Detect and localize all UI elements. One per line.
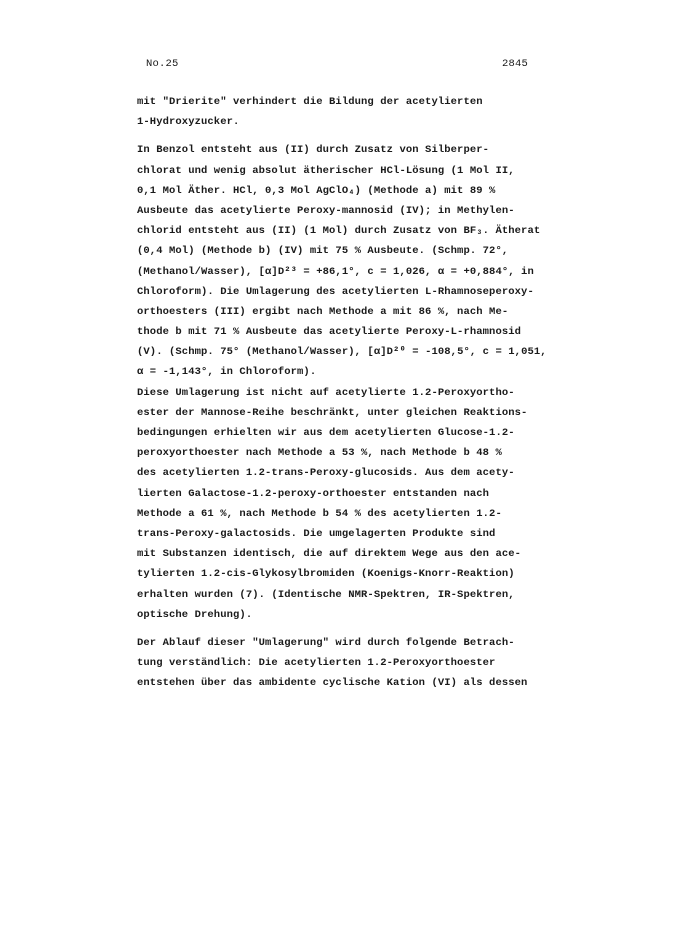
text-line: Der Ablauf dieser "Umlagerung" wird durch folgende Betrach- xyxy=(137,636,515,649)
text-line: Ausbeute das acetylierte Peroxy-mannosid (IV); in Methylen- xyxy=(137,204,515,217)
paragraph xyxy=(137,140,547,625)
page-number: 2845 xyxy=(502,58,529,70)
text-line: optische Drehung). xyxy=(137,608,253,621)
text-line: Methode a 61 %, nach Methode b 54 % des acetylierten 1.2- xyxy=(137,507,502,520)
text-line: entstehen über das ambidente cyclische Kation (VI) als dessen xyxy=(137,677,528,690)
text-line: mit Substanzen identisch, die auf direktem Wege aus den ace- xyxy=(137,548,522,561)
text-line: In Benzol entsteht aus (II) durch Zusatz von Silberper- xyxy=(137,144,490,157)
text-line: erhalten wurden (7). (Identische NMR-Spektren, IR-Spektren, xyxy=(137,588,515,601)
text-line: ester der Mannose-Reihe beschränkt, unter gleichen Reaktions- xyxy=(137,406,528,419)
text-line: (V). (Schmp. 75° (Methanol/Wasser), [α]D²⁰ = -108,5°, c = 1,051, xyxy=(137,346,547,359)
text-line: tung verständlich: Die acetylierten 1.2-Peroxyorthoester xyxy=(137,657,496,670)
text-line: tylierten 1.2-cis-Glykosylbromiden (Koenigs-Knorr-Reaktion) xyxy=(137,568,515,581)
text-line: chlorat und wenig absolut ätherischer HCl-Lösung (1 Mol II, xyxy=(137,164,515,177)
text-line: Diese Umlagerung ist nicht auf acetylierte 1.2-Peroxyortho- xyxy=(137,386,515,399)
text-line: lierten Galactose-1.2-peroxy-orthoester entstanden nach xyxy=(137,487,490,500)
text-line: α = -1,143°, in Chloroform). xyxy=(137,366,317,379)
paragraph xyxy=(137,633,547,694)
text-line: 0,1 Mol Äther. HCl, 0,3 Mol AgClO₄) (Methode a) mit 89 % xyxy=(137,184,496,197)
text-line: (0,4 Mol) (Methode b) (IV) mit 75 % Ausbeute. (Schmp. 72°, xyxy=(137,245,509,258)
text-line: (Methanol/Wasser), [α]D²³ = +86,1°, c = 1,026, α = +0,884°, in xyxy=(137,265,534,278)
text-line: mit "Drierite" verhindert die Bildung der acetylierten xyxy=(137,96,483,108)
text-line: thode b mit 71 % Ausbeute das acetylierte Peroxy-L-rhamnosid xyxy=(137,326,522,339)
text-line: Chloroform). Die Umlagerung des acetylierten L-Rhamnoseperoxy- xyxy=(137,285,534,298)
paragraph-gap xyxy=(137,625,547,633)
text-line: bedingungen erhielten wir aus dem acetylierten Glucose-1.2- xyxy=(137,427,515,439)
body-text xyxy=(137,92,547,693)
text-line: chlorid entsteht aus (II) (1 Mol) durch Zusatz von BF₃. Ätherat xyxy=(137,225,541,238)
paragraph xyxy=(137,92,547,132)
text-line: des acetylierten 1.2-trans-Peroxy-glucosids. Aus dem acety- xyxy=(137,467,515,480)
journal-issue-number: No.25 xyxy=(146,58,179,70)
text-line: trans-Peroxy-galactosids. Die umgelagerten Produkte sind xyxy=(137,527,496,540)
text-line: 1-Hydroxyzucker. xyxy=(137,116,240,129)
paragraph-gap xyxy=(137,132,547,140)
text-line: orthoesters (III) ergibt nach Methode a mit 86 %, nach Me- xyxy=(137,305,509,318)
text-line: peroxyorthoester nach Methode a 53 %, nach Methode b 48 % xyxy=(137,447,502,460)
